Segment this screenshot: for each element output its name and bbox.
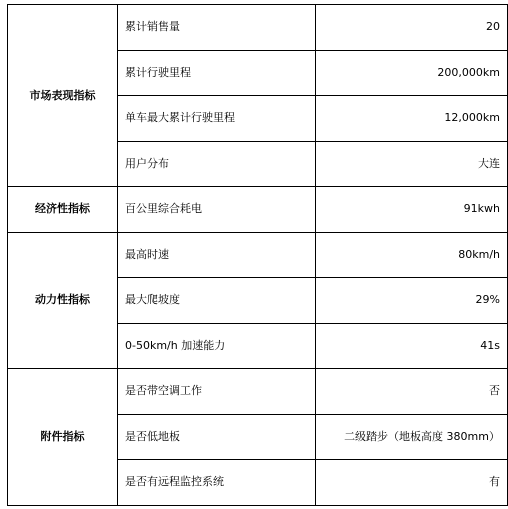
value-cell: 否 [316, 369, 508, 415]
item-cell: 百公里综合耗电 [118, 187, 316, 233]
item-cell: 是否带空调工作 [118, 369, 316, 415]
table-row [8, 187, 508, 233]
value-cell: 200,000km [316, 50, 508, 96]
item-cell: 最高时速 [118, 232, 316, 278]
category-cell-accessories: 附件指标 [8, 369, 118, 506]
table-row [8, 5, 508, 51]
value-cell: 80km/h [316, 232, 508, 278]
value-cell: 29% [316, 278, 508, 324]
item-cell: 用户分布 [118, 141, 316, 187]
value-cell: 大连 [316, 141, 508, 187]
category-cell-economy: 经济性指标 [8, 187, 118, 233]
value-cell: 有 [316, 460, 508, 506]
table-row [8, 232, 508, 278]
item-cell: 单车最大累计行驶里程 [118, 96, 316, 142]
value-cell: 20 [316, 5, 508, 51]
item-cell: 累计销售量 [118, 5, 316, 51]
spec-table [7, 4, 508, 506]
table-row [8, 369, 508, 415]
item-cell: 累计行驶里程 [118, 50, 316, 96]
item-cell: 0-50km/h 加速能力 [118, 323, 316, 369]
item-cell: 最大爬坡度 [118, 278, 316, 324]
value-cell: 91kwh [316, 187, 508, 233]
value-cell: 12,000km [316, 96, 508, 142]
category-cell-power: 动力性指标 [8, 232, 118, 369]
category-cell-market: 市场表现指标 [8, 5, 118, 187]
value-cell: 二级踏步（地板高度 380mm） [316, 414, 508, 460]
item-cell: 是否有远程监控系统 [118, 460, 316, 506]
item-cell: 是否低地板 [118, 414, 316, 460]
value-cell: 41s [316, 323, 508, 369]
